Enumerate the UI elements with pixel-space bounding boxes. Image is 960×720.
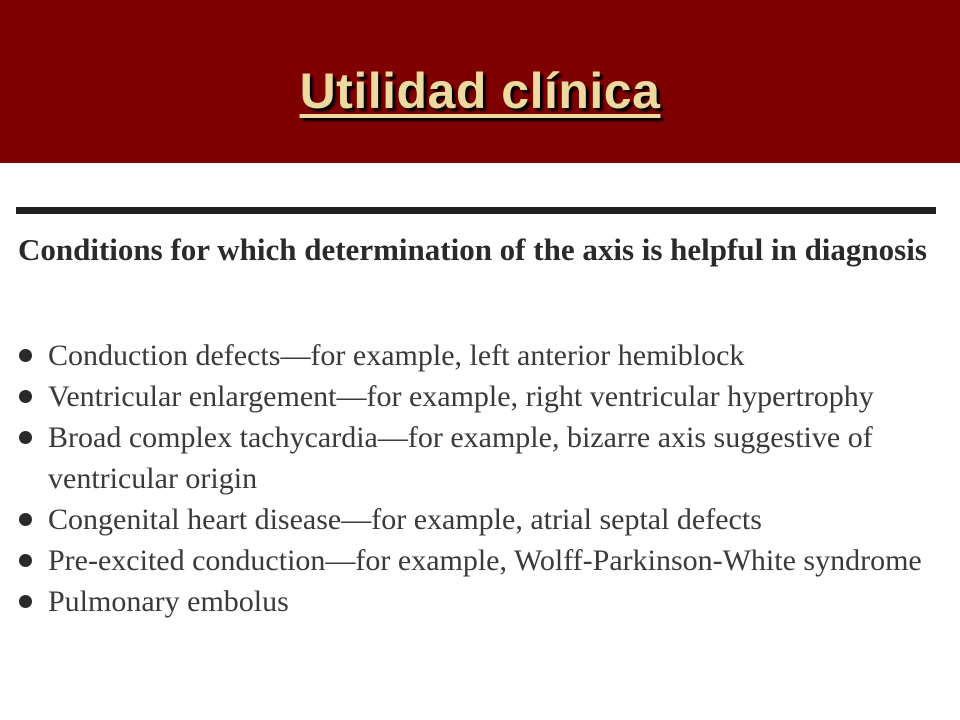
slide-title: Utilidad clínica xyxy=(299,63,661,119)
title-banner xyxy=(0,0,960,163)
box-heading: Conditions for which determination of the axis is helpful in diagnosis xyxy=(18,232,927,267)
list-item-text: Conduction defects—for example, left anterior hemiblock xyxy=(48,339,745,372)
list-item xyxy=(18,335,938,376)
list-item xyxy=(18,540,938,581)
bullet-icon xyxy=(19,595,32,608)
top-rule xyxy=(16,207,936,214)
list-item-text: Congenital heart disease—for example, atrial septal defects xyxy=(48,503,762,536)
bullet-icon xyxy=(19,349,32,362)
list-item xyxy=(18,376,938,417)
list-item xyxy=(18,581,938,622)
list-item-text: Broad complex tachycardia—for example, bizarre axis suggestive of ventricular origin xyxy=(48,421,873,495)
bullet-icon xyxy=(19,390,32,403)
bullet-icon xyxy=(19,513,32,526)
list-item xyxy=(18,417,938,499)
conditions-list xyxy=(18,335,938,622)
bullet-icon xyxy=(19,554,32,567)
list-item-text: Pre-excited conduction—for example, Wolff-Parkinson-White syndrome xyxy=(48,544,922,577)
list-item-text: Ventricular enlargement—for example, right ventricular hypertrophy xyxy=(48,380,874,413)
list-item-text: Pulmonary embolus xyxy=(48,585,289,618)
bullet-icon xyxy=(19,431,32,444)
list-item xyxy=(18,499,938,540)
